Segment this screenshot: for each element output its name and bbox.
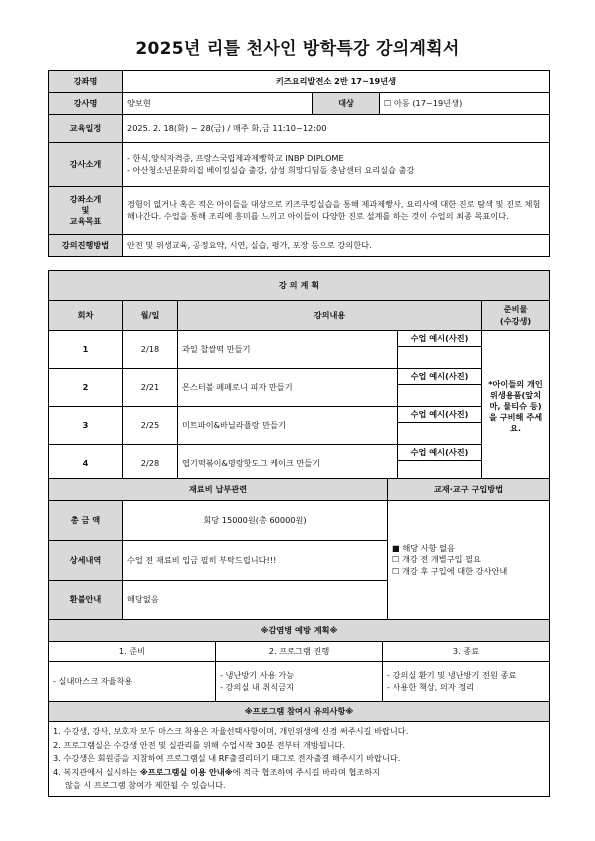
- total-value: 회당 15000원(총 60000원): [123, 501, 388, 541]
- col-prep: 준비물 (수강생): [482, 301, 550, 331]
- col-session: 회차: [49, 301, 123, 331]
- example-photo-label: 수업 예시(사진): [398, 369, 482, 385]
- notice-item-cont: 않을 시 프로그램 참여가 제한될 수 있습니다.: [65, 780, 226, 791]
- bio-line: - 한식,양식자격증, 프랑스국립제과제빵학교 INBP DIPLOME: [127, 153, 344, 164]
- fee-table: [48, 478, 550, 620]
- notice-item-text: 4. 복지관에서 실시하는: [53, 766, 140, 777]
- infection-col-progress: 2. 프로그램 진행: [216, 642, 383, 662]
- refund-value: 해당없음: [123, 581, 388, 620]
- example-photo-area: [398, 347, 482, 369]
- infection-line: - 강의실 환기 및 냉난방기 전원 종료: [387, 670, 517, 681]
- session-date: 2/18: [123, 331, 178, 369]
- total-label: 총 금 액: [49, 501, 123, 541]
- notice-item: [53, 766, 545, 780]
- goal-label-line: 및: [81, 204, 90, 215]
- example-photo-label: 수업 예시(사진): [398, 445, 482, 461]
- fee-header: 재료비 납부관련: [49, 479, 388, 501]
- goal-label: [49, 187, 123, 235]
- notice-table: [48, 701, 550, 797]
- course-label: 강좌명: [49, 71, 123, 93]
- session-content: 엽기떡볶이&명랑핫도그 케이크 만들기: [178, 445, 398, 483]
- example-photo-area: [398, 423, 482, 445]
- teacher-label: 강사명: [49, 93, 123, 115]
- notice-item: 2. 프로그램실은 수강생 안전 및 실관리를 위해 수업시작 30분 전부터 개방됩니다.: [53, 739, 346, 750]
- course-info-table: [48, 70, 550, 257]
- purchase-option: ■ 해당 사항 없음: [392, 543, 455, 554]
- document-title: 2025년 리틀 천사인 방학특강 강의계획서: [135, 39, 460, 59]
- session-no: 2: [49, 369, 123, 407]
- detail-value: 수업 전 재료비 입금 필히 부탁드립니다!!!: [123, 541, 388, 581]
- plan-section-title: 강 의 계 획: [49, 271, 550, 301]
- col-date: 월/일: [123, 301, 178, 331]
- session-content: 과일 찹쌀떡 만들기: [178, 331, 398, 369]
- course-value: 키즈요리발전소 2반 17~19년생: [123, 71, 550, 93]
- infection-col-end: 3. 종료: [383, 642, 550, 662]
- purchase-options: [388, 501, 550, 620]
- target-label: 대상: [313, 93, 380, 115]
- bio-line: - 아산청소년문화의집 베이킹실습 출강, 삼성 희망디딤돌 충남센터 요리실습 출강: [127, 164, 415, 175]
- session-content: 몬스터볼 페페로니 피자 만들기: [178, 369, 398, 407]
- infection-plan-table: [48, 619, 550, 702]
- goal-value: 경험이 없거나 혹은 적은 아이들을 대상으로 키즈쿠킹실습을 통해 제과제빵사, 요리사에 대한 진로 탐색 및 진로 체험해나간다. 수업을 통해 조리에 흥미를 느끼고 아이들이 다양한 진로 설계를 하는 것이 수업의 최종 목표이다.: [123, 187, 550, 235]
- infection-line: - 냉난방기 사용 가능: [220, 670, 295, 681]
- col-content: 강의내용: [178, 301, 482, 331]
- example-photo-label: 수업 예시(사진): [398, 407, 482, 423]
- refund-label: 환불안내: [49, 581, 123, 620]
- infection-prep-content: [49, 662, 216, 702]
- session-no: 3: [49, 407, 123, 445]
- method-label: 강의진행방법: [49, 235, 123, 257]
- session-no: 4: [49, 445, 123, 483]
- session-content: 미트파이&바닐라플랑 만들기: [178, 407, 398, 445]
- session-date: 2/28: [123, 445, 178, 483]
- lesson-plan-table: [48, 270, 550, 483]
- example-photo-area: [398, 385, 482, 407]
- schedule-value: 2025. 2. 18(화) ~ 28(금) / 매주 화,금 11:10~12:00: [123, 115, 550, 143]
- bio-label: 강사소개: [49, 143, 123, 187]
- purchase-option: ☐ 개강 후 구입에 대한 강사안내: [392, 565, 508, 576]
- session-date: 2/25: [123, 407, 178, 445]
- infection-col-prep: 1. 준비: [49, 642, 216, 662]
- infection-progress-content: [216, 662, 383, 702]
- infection-end-content: [383, 662, 550, 702]
- notice-title: ※프로그램 참여시 유의사항※: [49, 702, 550, 722]
- notice-item-text: 에 적극 협조하여 주시길 바라며 협조하지: [232, 766, 381, 777]
- session-date: 2/21: [123, 369, 178, 407]
- detail-label: 상세내역: [49, 541, 123, 581]
- purchase-option: ☐ 개강 전 개별구입 필요: [392, 554, 481, 565]
- prep-note: *아이들의 개인 위생용품(앞치마, 물티슈 등)을 구비해 주세요.: [482, 331, 550, 483]
- schedule-label: 교육일정: [49, 115, 123, 143]
- infection-line: - 실내마스크 자율착용: [53, 675, 133, 686]
- notice-item-bold: ※프로그램실 이용 안내※: [139, 766, 233, 777]
- infection-line: - 사용한 책상, 의자 정리: [387, 681, 475, 692]
- notice-item: 1. 수강생, 강사, 보호자 모두 마스크 착용은 자율선택사항이며, 개인위생에 신경 써주시길 바랍니다.: [53, 726, 409, 736]
- infection-title: ※감염병 예방 계획※: [49, 620, 550, 642]
- infection-line: - 강의실 내 취식금지: [220, 681, 295, 692]
- example-photo-label: 수업 예시(사진): [398, 331, 482, 347]
- method-value: 안전 및 위생교육, 공정요약, 시연, 실습, 평가, 포장 등으로 강의한다.: [123, 235, 550, 257]
- goal-label-line: 교육목표: [69, 216, 102, 227]
- bio-value: [123, 143, 550, 187]
- purchase-header: 교재·교구 구입방법: [388, 479, 550, 501]
- teacher-value: 양보현: [123, 93, 313, 115]
- goal-label-line: 강좌소개: [69, 193, 102, 204]
- notice-item: 3. 수강생은 회원증을 지참하여 프로그램실 내 RF출결리더기 태그로 전자출결 해주시기 바랍니다.: [53, 753, 401, 764]
- session-no: 1: [49, 331, 123, 369]
- notice-items: [49, 722, 550, 797]
- target-value: ☐ 아동 (17~19년생): [380, 93, 550, 115]
